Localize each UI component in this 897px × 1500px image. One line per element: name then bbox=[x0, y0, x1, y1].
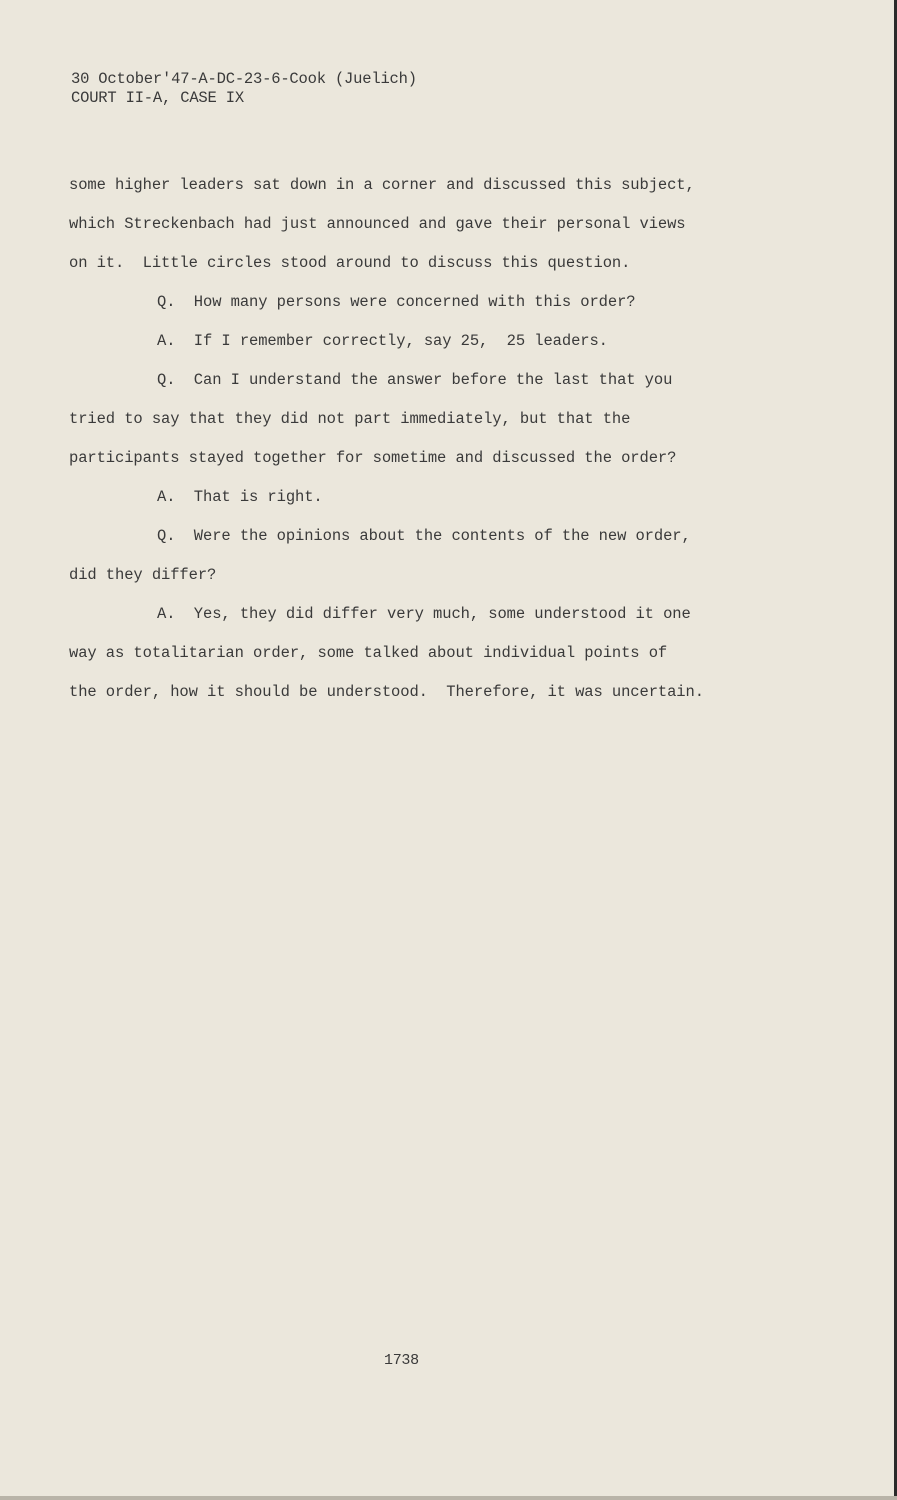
transcript-body bbox=[69, 166, 749, 712]
answer-line: A. Yes, they did differ very much, some understood it one bbox=[157, 605, 691, 623]
page-number: 1738 bbox=[384, 1352, 419, 1369]
transcript-line: did they differ? bbox=[69, 566, 217, 584]
transcript-line: the order, how it should be understood. Therefore, it was uncertain. bbox=[69, 683, 704, 701]
header-line-court-case: COURT II-A, CASE IX bbox=[71, 89, 244, 107]
answer-line: A. That is right. bbox=[157, 488, 323, 506]
header-line-date-reference: 30 October'47-A-DC-23-6-Cook (Juelich) bbox=[71, 70, 417, 88]
transcript-line: participants stayed together for sometime and discussed the order? bbox=[69, 449, 677, 467]
question-line: Q. How many persons were concerned with this order? bbox=[157, 293, 636, 311]
transcript-line: which Streckenbach had just announced and gave their personal views bbox=[69, 215, 686, 233]
question-line: Q. Were the opinions about the contents of the new order, bbox=[157, 527, 691, 545]
transcript-line: way as totalitarian order, some talked about individual points of bbox=[69, 644, 668, 662]
document-header bbox=[71, 70, 417, 108]
transcript-line: tried to say that they did not part immediately, but that the bbox=[69, 410, 631, 428]
page-bottom-edge bbox=[0, 1496, 897, 1500]
question-line: Q. Can I understand the answer before the last that you bbox=[157, 371, 673, 389]
answer-line: A. If I remember correctly, say 25, 25 leaders. bbox=[157, 332, 608, 350]
transcript-line: some higher leaders sat down in a corner and discussed this subject, bbox=[69, 176, 695, 194]
transcript-line: on it. Little circles stood around to discuss this question. bbox=[69, 254, 631, 272]
